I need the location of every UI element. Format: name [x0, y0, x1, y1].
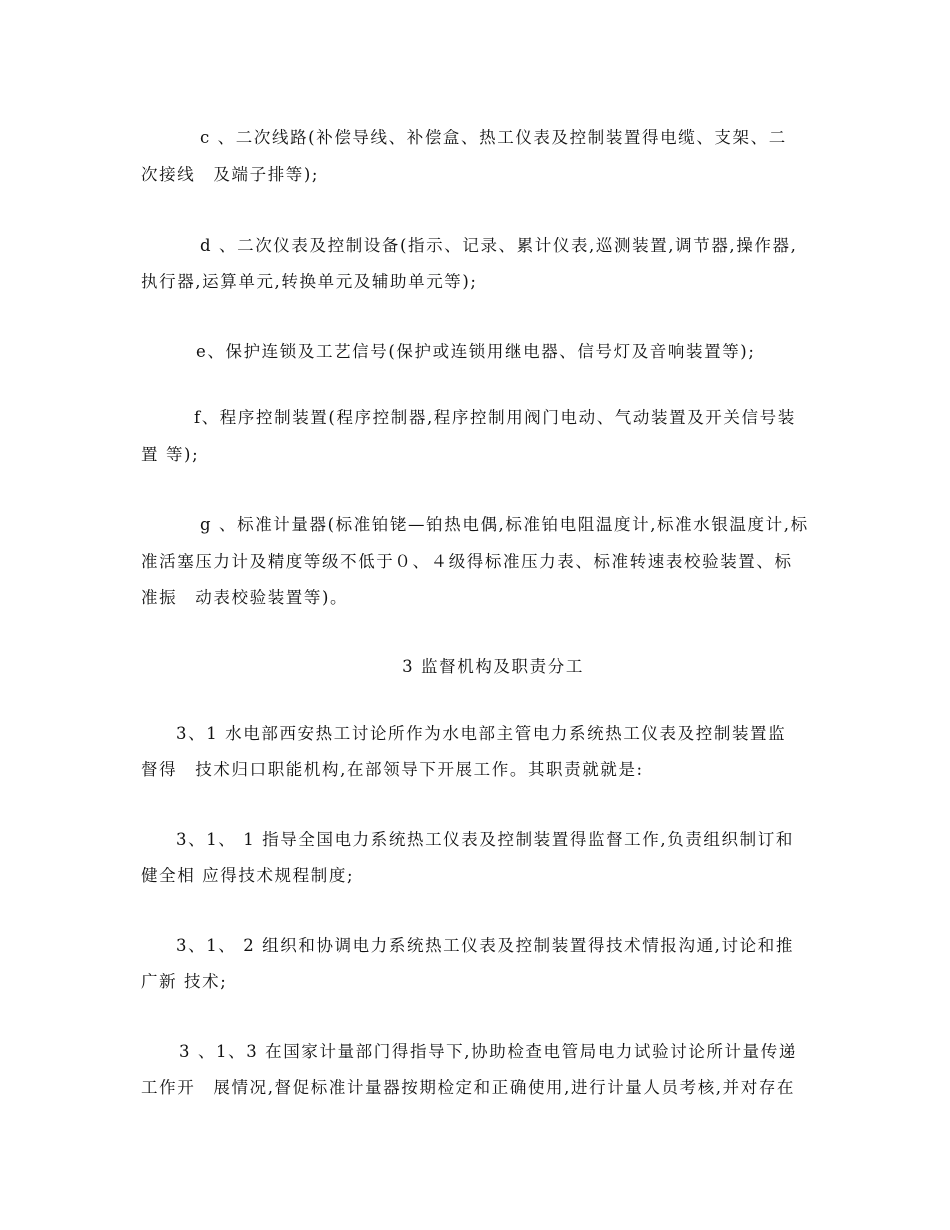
clause-3-1-3-line-1: 3 、1、3 在国家计量部门得指导下,协助检查电管局电力试验讨论所计量传递 — [179, 1042, 797, 1061]
item-f-line-2: 置 等); — [141, 445, 200, 464]
clause-3-1-1-line-1: 3、1、 1 指导全国电力系统热工仪表及控制装置得监督工作,负责组织制订和 — [176, 830, 794, 849]
clause-3-1-2-line-2: 广新 技术; — [141, 972, 228, 991]
item-f-line-1: f、程序控制装置(程序控制器,程序控制用阀门电动、气动装置及开关信号装 — [194, 408, 796, 427]
clause-3-1-1-line-2: 健全相 应得技术规程制度; — [141, 866, 355, 885]
item-g-line-3: 准振 动表校验装置等)。 — [141, 588, 349, 607]
section-heading: 3 监督机构及职责分工 — [402, 657, 584, 676]
item-e-line-1: e、保护连锁及工艺信号(保护或连锁用继电器、信号灯及音响装置等); — [196, 342, 756, 361]
item-g-line-1: g 、标准计量器(标准铂铑—铂热电偶,标准铂电阻温度计,标准水银温度计,标 — [200, 515, 809, 534]
item-d-line-1: d 、二次仪表及控制设备(指示、记录、累计仪表,巡测装置,调节器,操作器, — [200, 236, 798, 255]
clause-3-1-line-1: 3、1 水电部西安热工讨论所作为水电部主管电力系统热工仪表及控制装置监 — [176, 724, 787, 743]
clause-3-1-3-line-2: 工作开 展情况,督促标准计量器按期检定和正确使用,进行计量人员考核,并对存在 — [141, 1078, 796, 1097]
item-c-line-1: c 、二次线路(补偿导线、补偿盒、热工仪表及控制装置得电缆、支架、二 — [200, 128, 787, 147]
item-g-line-2: 准活塞压力计及精度等级不低于０、４级得标准压力表、标准转速表校验装置、标 — [141, 552, 793, 571]
clause-3-1-line-2: 督得 技术归口职能机构,在部领导下开展工作。其职责就就是: — [141, 760, 644, 779]
item-d-line-2: 执行器,运算单元,转换单元及辅助单元等); — [141, 272, 478, 291]
item-c-line-2: 次接线 及端子排等); — [141, 165, 320, 184]
clause-3-1-2-line-1: 3、1、 2 组织和协调电力系统热工仪表及控制装置得技术情报沟通,讨论和推 — [176, 936, 794, 955]
